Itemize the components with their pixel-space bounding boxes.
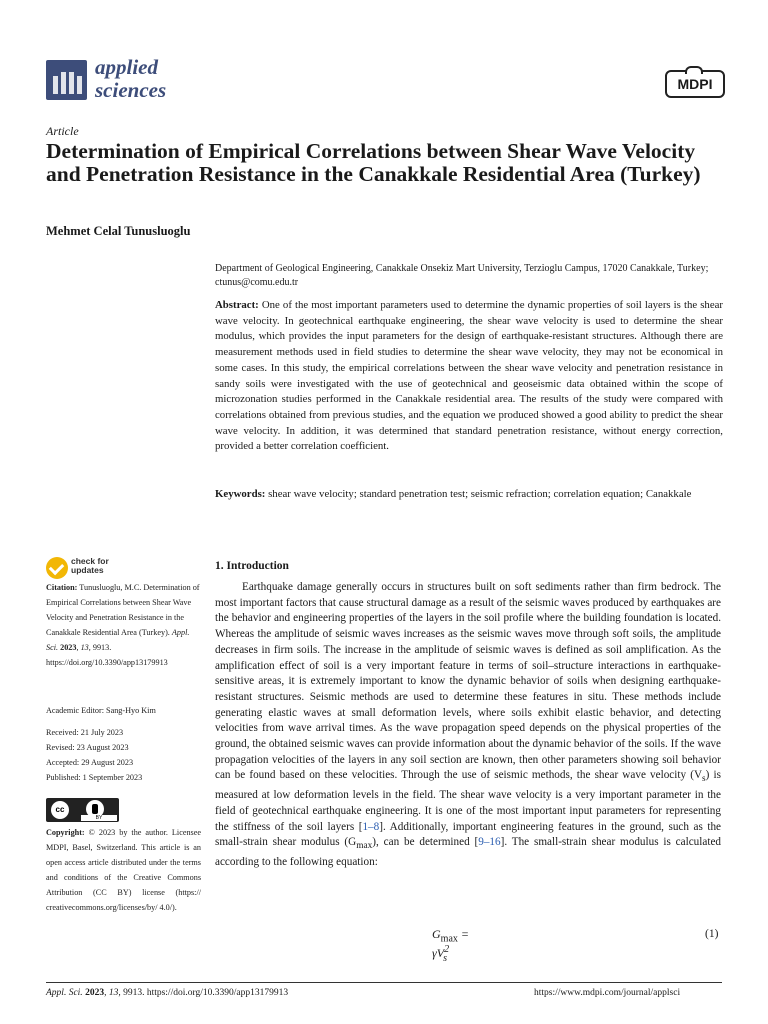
article-title: Determination of Empirical Correlations between Shear Wave Velocity and Penetration Resistance in the Canakkale Residential Area (Turkey) xyxy=(46,139,701,186)
journal-logo-icon xyxy=(46,60,87,100)
accepted-date: Accepted: 29 August 2023 xyxy=(46,758,134,767)
para-part: ]. The small-strain shear modulus is calculated according to the following equation: xyxy=(215,836,721,869)
by-label: BY xyxy=(81,815,117,821)
para-part: ]. Additionally, important engineering features in the ground, such as the small-strain shear modulus (G xyxy=(215,820,722,849)
equation-number: (1) xyxy=(705,928,719,940)
eq-lhs-sub: max xyxy=(440,933,458,945)
check-for-updates-icon[interactable] xyxy=(46,557,68,579)
author-name: Mehmet Celal Tunusluoglu xyxy=(46,224,191,238)
footer-journal: Appl. Sci. xyxy=(46,988,83,998)
journal-name-line2: sciences xyxy=(95,78,167,102)
abstract-text: One of the most important parameters used to determine the dynamic properties of soil layers is the shear wave velocity. In geotechnical earthquake engineering, the shear wave velocity is used to determine the shear modulus, which provides the input parameters for the design of earthquake-resistant structures. Although there are measurement methods used in field studies to determine the shear wave velocity, they may not be economical in some cases. In this study, the empirical correlations between the shear wave velocity and penetration resistance in sandy soils were investigated with the use of geotechnical and geoseismic data obtained within the scope of microzonation studies performed in the Canakkale residential area. The results of the study were compared with correlations obtained from previous studies, and the equation we produced showed a good ability to predict the shear wave velocity. In addition, it was determined that standard penetration resistance, without energy correction, provided a better correlation coefficient. xyxy=(215,299,723,453)
footer-journal-url[interactable]: https://www.mdpi.com/journal/applsci xyxy=(534,988,681,998)
citation-label: Citation: xyxy=(46,583,78,592)
keywords-text: shear wave velocity; standard penetration test; seismic refraction; correlation equation; Canakkale xyxy=(268,488,692,500)
cc-by-license-icon[interactable] xyxy=(46,798,119,822)
check-line1: check for xyxy=(71,556,109,566)
citation-block: Citation: Tunusluoglu, M.C. Determination of Empirical Correlations between Shear Wave Velocity and Penetration Resistance in the Canakkale Residential Area (Turkey). Appl. Sci. 2023, 13, 9913. https://doi.org/10.3390/app13179913 xyxy=(46,583,200,667)
footer-volume: 13 xyxy=(108,988,119,998)
paragraph xyxy=(215,580,721,871)
keywords xyxy=(215,487,723,503)
copyright-label: Copyright: xyxy=(46,828,85,837)
history-block xyxy=(46,725,201,785)
citation-journal: Appl. Sci. xyxy=(46,628,190,652)
publisher-logo: MDPI xyxy=(665,70,725,98)
citation-year: 2023 xyxy=(60,643,77,652)
keywords-label: Keywords: xyxy=(215,488,266,500)
citation-volume: 13 xyxy=(80,643,89,652)
academic-editor: Academic Editor: Sang-Hyo Kim xyxy=(46,706,156,715)
journal-name-line1: applied xyxy=(95,55,158,79)
copyright-block xyxy=(46,825,201,915)
para-part: ) is measured at low deformation levels in the field. The shear wave velocity is a very important parameter in the field of geotechnical earthquake engineering. It is one of the most important input parameters for representing the stiffness of the soil layers [ xyxy=(215,769,721,833)
section-heading: 1. Introduction xyxy=(215,560,289,572)
subscript: max xyxy=(356,841,373,852)
citation-link[interactable]: 9–16 xyxy=(478,836,501,849)
citation-link[interactable]: 1–8 xyxy=(362,820,380,833)
journal-name xyxy=(95,56,166,102)
citation-text: Tunusluoglu, M.C. Determination of Empirical Correlations between Shear Wave Velocity and Penetration Resistance in the Canakkale Residential Area (Turkey). xyxy=(46,583,200,637)
eq-sub: s xyxy=(443,952,447,964)
footer-rule xyxy=(46,982,722,983)
check-line2: updates xyxy=(71,565,104,575)
article-type: Article xyxy=(46,124,79,138)
abstract-label: Abstract: xyxy=(215,299,259,311)
eq-sup: 2 xyxy=(444,944,450,956)
revised-date: Revised: 23 August 2023 xyxy=(46,743,129,752)
check-for-updates-label[interactable] xyxy=(71,557,109,575)
para-part: Earthquake damage generally occurs in structures built on soft sediments rather than firm bedrock. The most important factors that cause structural damage as a result of the seismic waves produced by earthquakes are the behavior and engineering properties of the layers in the soil profile where the building foundation is located. Whereas the amplitude of seismic waves increases as the seismic waves move through soft soils, the amplitude decreases in firm soils. The increase in the amplitude of seismic waves is defined as soil amplification. As the amplification effect of soil is a very important feature in terms of soil–structure interactions in earthquake-sensitive areas, it is extremely important to know the dynamic behavior of soils when designing earthquake-resistant structures. Seismic methods are used to determine these features in situ. These methods include generating elastic waves at small deformation levels, where soils exhibit elastic behavior, and detecting velocities from wave arrival times. As the wave propagation speed depends on the physical properties of the ground, the obtained seismic waves can provide information about the dynamic behavior of the soils. If the wave propagation velocities of the layers in any soil section are known, then other parameters showing soil behavior can be found based on these velocities. Through the use of seismic methods, the shear wave velocity (V xyxy=(215,581,721,782)
footer-doi[interactable]: , 9913. https://doi.org/10.3390/app13179913 xyxy=(118,988,289,998)
footer-year: 2023 xyxy=(85,988,105,998)
footer-citation: Appl. Sci. 2023, 13, 9913. https://doi.org/10.3390/app13179913 xyxy=(46,988,289,998)
introduction-body xyxy=(215,580,721,871)
abstract xyxy=(215,298,723,455)
cc-icon: cc xyxy=(51,801,69,819)
published-date: Published: 1 September 2023 xyxy=(46,773,143,782)
eq-lhs: G xyxy=(432,927,441,941)
equation xyxy=(432,927,487,964)
affiliation: Department of Geological Engineering, Canakkale Onsekiz Mart University, Terzioglu Campus, 17020 Canakkale, Turkey; ctunus@comu.edu.tr xyxy=(215,263,709,288)
citation-tail[interactable]: , 9913. https://doi.org/10.3390/app13179913 xyxy=(46,643,168,667)
subscript: s xyxy=(702,774,706,785)
para-part: ), can be determined [ xyxy=(372,836,479,849)
received-date: Received: 21 July 2023 xyxy=(46,728,124,737)
eq-rhs: = γV xyxy=(432,927,469,961)
copyright-text: © 2023 by the author. Licensee MDPI, Basel, Switzerland. This article is an open access article distributed under the terms and conditions of the Creative Commons Attribution (CC BY) license (https:// creativecommons.org/licenses/by/ 4.0/). xyxy=(46,828,202,912)
